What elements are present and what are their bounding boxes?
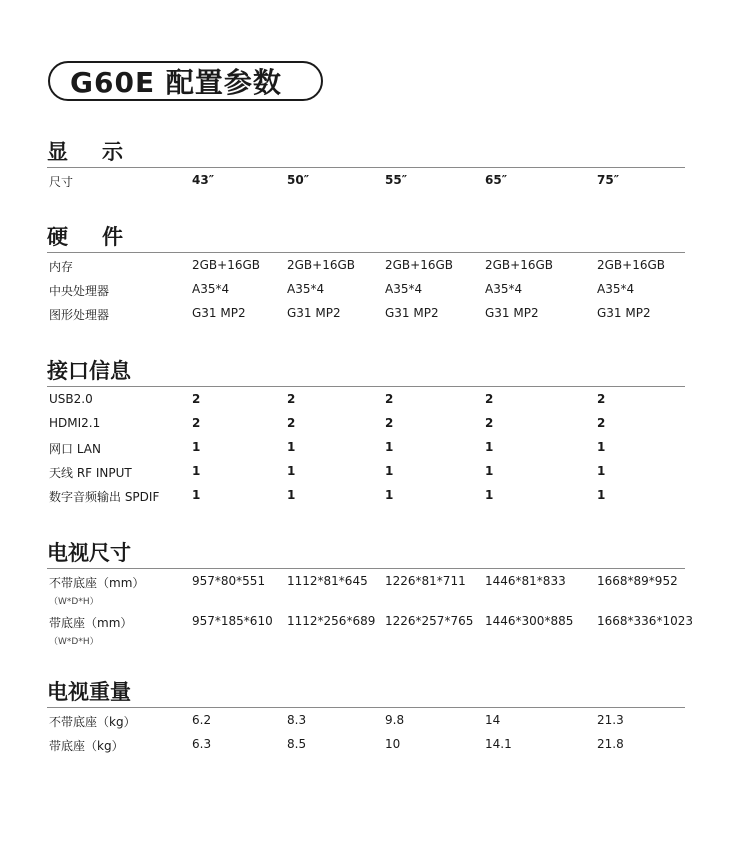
cell: A35*4 xyxy=(485,282,523,296)
cell: 2 xyxy=(192,392,201,406)
cell: 1 xyxy=(485,488,494,502)
cell: 1 xyxy=(485,464,494,478)
table-row xyxy=(47,708,685,732)
cell: G31 MP2 xyxy=(597,306,651,320)
cell: 957*80*551 xyxy=(192,574,266,588)
table-row xyxy=(47,435,685,459)
table-row xyxy=(47,253,685,277)
row-label: 数字音频输出 SPDIF xyxy=(49,490,160,504)
cell: 1 xyxy=(287,440,296,454)
cell: 2 xyxy=(597,416,606,430)
cell: A35*4 xyxy=(192,282,230,296)
cell: 1226*81*711 xyxy=(385,574,466,588)
table-row xyxy=(47,609,693,649)
cell: 1112*81*645 xyxy=(287,574,368,588)
table-row xyxy=(47,301,685,325)
section-heading: 电视尺寸 xyxy=(47,538,685,569)
section-interfaces xyxy=(47,356,685,507)
cell: 1 xyxy=(385,440,394,454)
section-heading: 显示 xyxy=(47,137,685,168)
row-label: 不带底座（kg） xyxy=(49,715,136,729)
cell: 1 xyxy=(192,488,201,502)
section-display xyxy=(47,137,685,192)
cell: 1446*300*885 xyxy=(485,614,574,628)
cell: 1 xyxy=(597,464,606,478)
cell: 21.3 xyxy=(597,713,624,727)
section-dimensions xyxy=(47,538,693,649)
cell: 43″ xyxy=(192,173,215,187)
cell: 2 xyxy=(192,416,201,430)
cell: G31 MP2 xyxy=(385,306,439,320)
cell: 50″ xyxy=(287,173,310,187)
table-row xyxy=(47,483,685,507)
cell: 75″ xyxy=(597,173,620,187)
cell: 1 xyxy=(597,488,606,502)
row-label: 中央处理器 xyxy=(49,284,110,298)
table-row xyxy=(47,277,685,301)
cell: 21.8 xyxy=(597,737,624,751)
cell: 2 xyxy=(485,392,494,406)
cell: G31 MP2 xyxy=(485,306,539,320)
cell: 1 xyxy=(597,440,606,454)
cell: 2GB+16GB xyxy=(385,258,454,272)
table-row xyxy=(47,732,685,756)
section-heading: 电视重量 xyxy=(47,677,685,708)
cell: 2 xyxy=(287,392,296,406)
cell: 2GB+16GB xyxy=(597,258,666,272)
cell: A35*4 xyxy=(597,282,635,296)
section-heading: 接口信息 xyxy=(47,356,685,387)
cell: 1226*257*765 xyxy=(385,614,474,628)
cell: 2 xyxy=(385,392,394,406)
cell: 6.3 xyxy=(192,737,212,751)
cell: 1 xyxy=(192,464,201,478)
cell: A35*4 xyxy=(287,282,325,296)
row-label: 网口 LAN xyxy=(49,442,101,456)
row-label: USB2.0 xyxy=(49,392,93,406)
cell: 55″ xyxy=(385,173,408,187)
cell: 1 xyxy=(287,464,296,478)
cell: 1112*256*689 xyxy=(287,614,376,628)
row-label: 不带底座（mm） （W*D*H） xyxy=(49,576,145,607)
cell: 957*185*610 xyxy=(192,614,273,628)
cell: 1 xyxy=(385,488,394,502)
cell: 1668*89*952 xyxy=(597,574,678,588)
row-label: 带底座（mm） （W*D*H） xyxy=(49,616,133,647)
cell: 2GB+16GB xyxy=(192,258,261,272)
section-hardware xyxy=(47,222,685,325)
cell: 1 xyxy=(385,464,394,478)
cell: 1668*336*1023 xyxy=(597,614,693,628)
cell: 10 xyxy=(385,737,401,751)
cell: 1 xyxy=(192,440,201,454)
section-heading: 硬件 xyxy=(47,222,685,253)
cell: 2 xyxy=(287,416,296,430)
page-title: G60E 配置参数 xyxy=(48,61,323,101)
cell: 8.3 xyxy=(287,713,307,727)
row-sublabel: （W*D*H） xyxy=(49,637,99,647)
cell: 2GB+16GB xyxy=(287,258,356,272)
row-label: HDMI2.1 xyxy=(49,416,101,430)
cell: 2 xyxy=(385,416,394,430)
cell: 65″ xyxy=(485,173,508,187)
row-label: 尺寸 xyxy=(49,175,74,189)
row-label: 带底座（kg） xyxy=(49,739,124,753)
table-row xyxy=(47,387,685,411)
cell: G31 MP2 xyxy=(287,306,341,320)
cell: 2 xyxy=(597,392,606,406)
cell: 1 xyxy=(485,440,494,454)
row-label: 内存 xyxy=(49,260,74,274)
cell: 1 xyxy=(287,488,296,502)
cell: 2 xyxy=(485,416,494,430)
cell: 6.2 xyxy=(192,713,212,727)
cell: 2GB+16GB xyxy=(485,258,554,272)
table-row xyxy=(47,459,685,483)
cell: 1446*81*833 xyxy=(485,574,566,588)
cell: A35*4 xyxy=(385,282,423,296)
table-row xyxy=(47,168,685,192)
cell: 14 xyxy=(485,713,501,727)
section-weight xyxy=(47,677,685,756)
row-label: 天线 RF INPUT xyxy=(49,466,132,480)
cell: 14.1 xyxy=(485,737,512,751)
row-label: 图形处理器 xyxy=(49,308,110,322)
table-row xyxy=(47,569,685,609)
cell: G31 MP2 xyxy=(192,306,246,320)
table-row xyxy=(47,411,685,435)
row-sublabel: （W*D*H） xyxy=(49,597,99,607)
cell: 8.5 xyxy=(287,737,307,751)
cell: 9.8 xyxy=(385,713,405,727)
